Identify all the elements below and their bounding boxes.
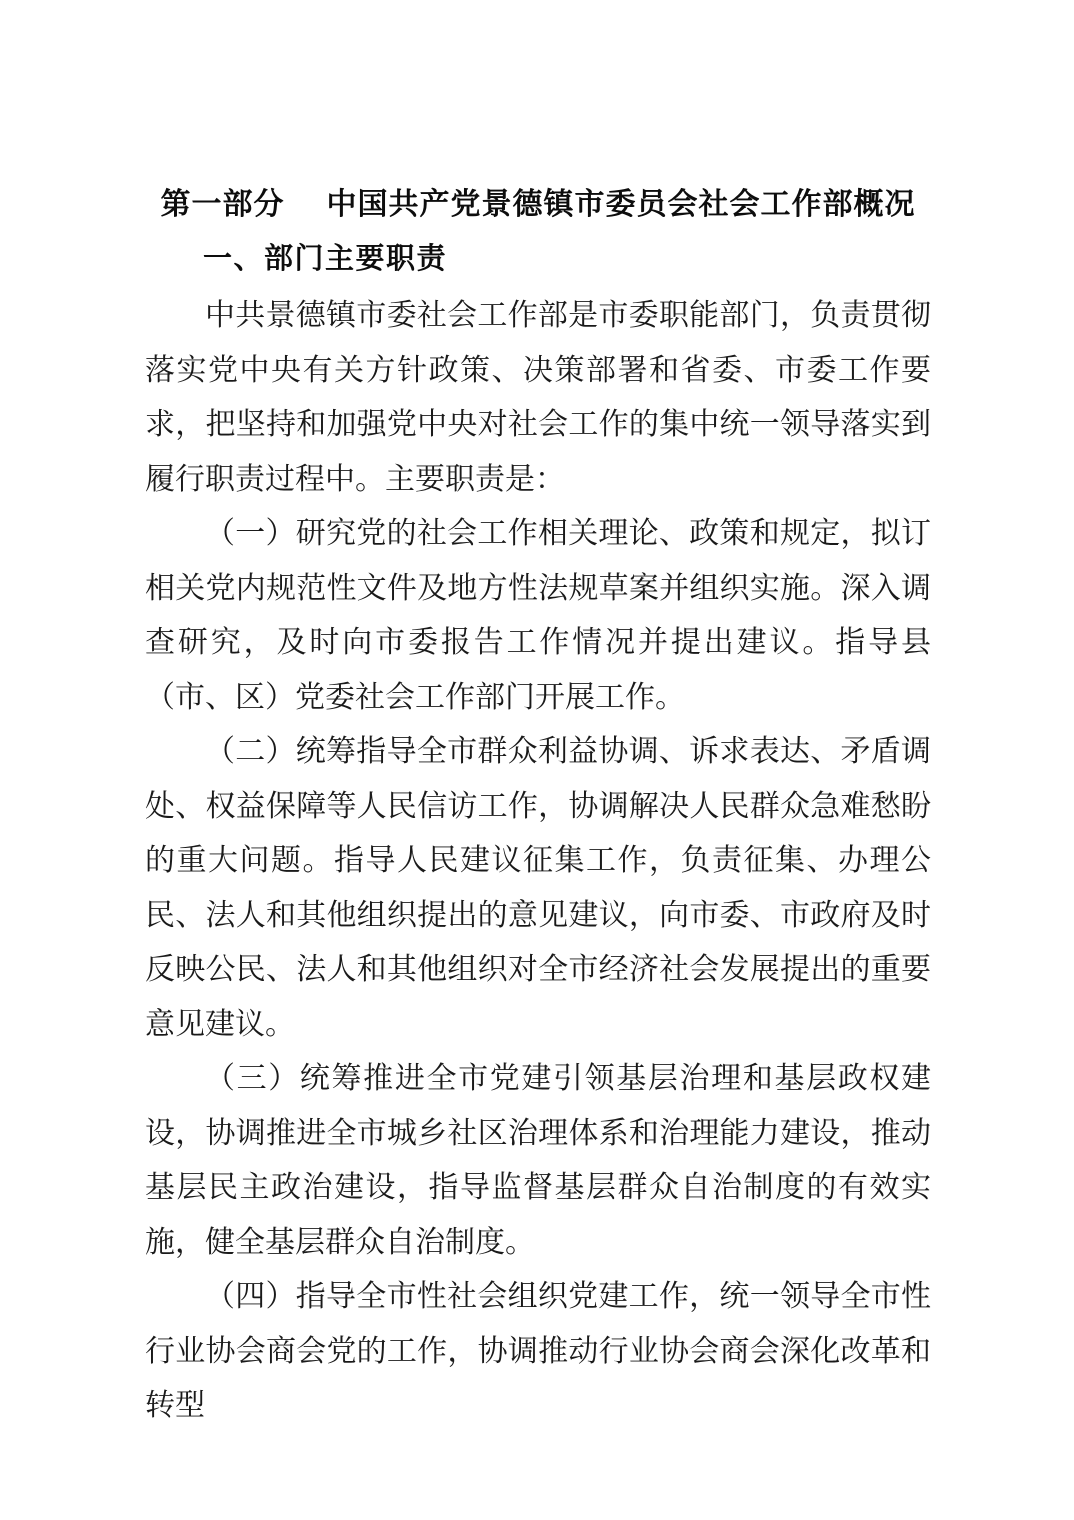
- paragraph-duty-3: （三）统筹推进全市党建引领基层治理和基层政权建设，协调推进全市城乡社区治理体系和治理能力建设，推动基层民主政治建设，指导监督基层群众自治制度的有效实施，健全基层群众自治制度。: [145, 1062, 931, 1259]
- document-title: [145, 186, 931, 224]
- paragraph-intro: 中共景德镇市委社会工作部是市委职能部门，负责贯彻落实党中央有关方针政策、决策部署和省委、市委工作要求，把坚持和加强党中央对社会工作的集中统一领导落实到履行职责过程中。主要职责是：: [145, 299, 931, 496]
- paragraph-duty-4: （四）指导全市性社会组织党建工作，统一领导全市性行业协会商会党的工作，协调推动行业协会商会深化改革和转型: [145, 1280, 931, 1422]
- document-body: [145, 289, 931, 1434]
- section-heading: 一、部门主要职责: [203, 243, 448, 275]
- document-title-main: 中国共产党景德镇市委员会社会工作部概况: [326, 188, 916, 221]
- paragraph-duty-2: （二）统筹指导全市群众利益协调、诉求表达、矛盾调处、权益保障等人民信访工作，协调解决人民群众急难愁盼的重大问题。指导人民建议征集工作，负责征集、办理公民、法人和其他组织提出的意见建议，向市委、市政府及时反映公民、法人和其他组织对全市经济社会发展提出的重要意见建议。: [145, 735, 931, 1041]
- document-title-part-label: 第一部分: [160, 188, 285, 221]
- paragraph-duty-1: （一）研究党的社会工作相关理论、政策和规定，拟订相关党内规范性文件及地方性法规草案并组织实施。深入调查研究，及时向市委报告工作情况并提出建议。指导县（市、区）党委社会工作部门开展工作。: [145, 517, 931, 714]
